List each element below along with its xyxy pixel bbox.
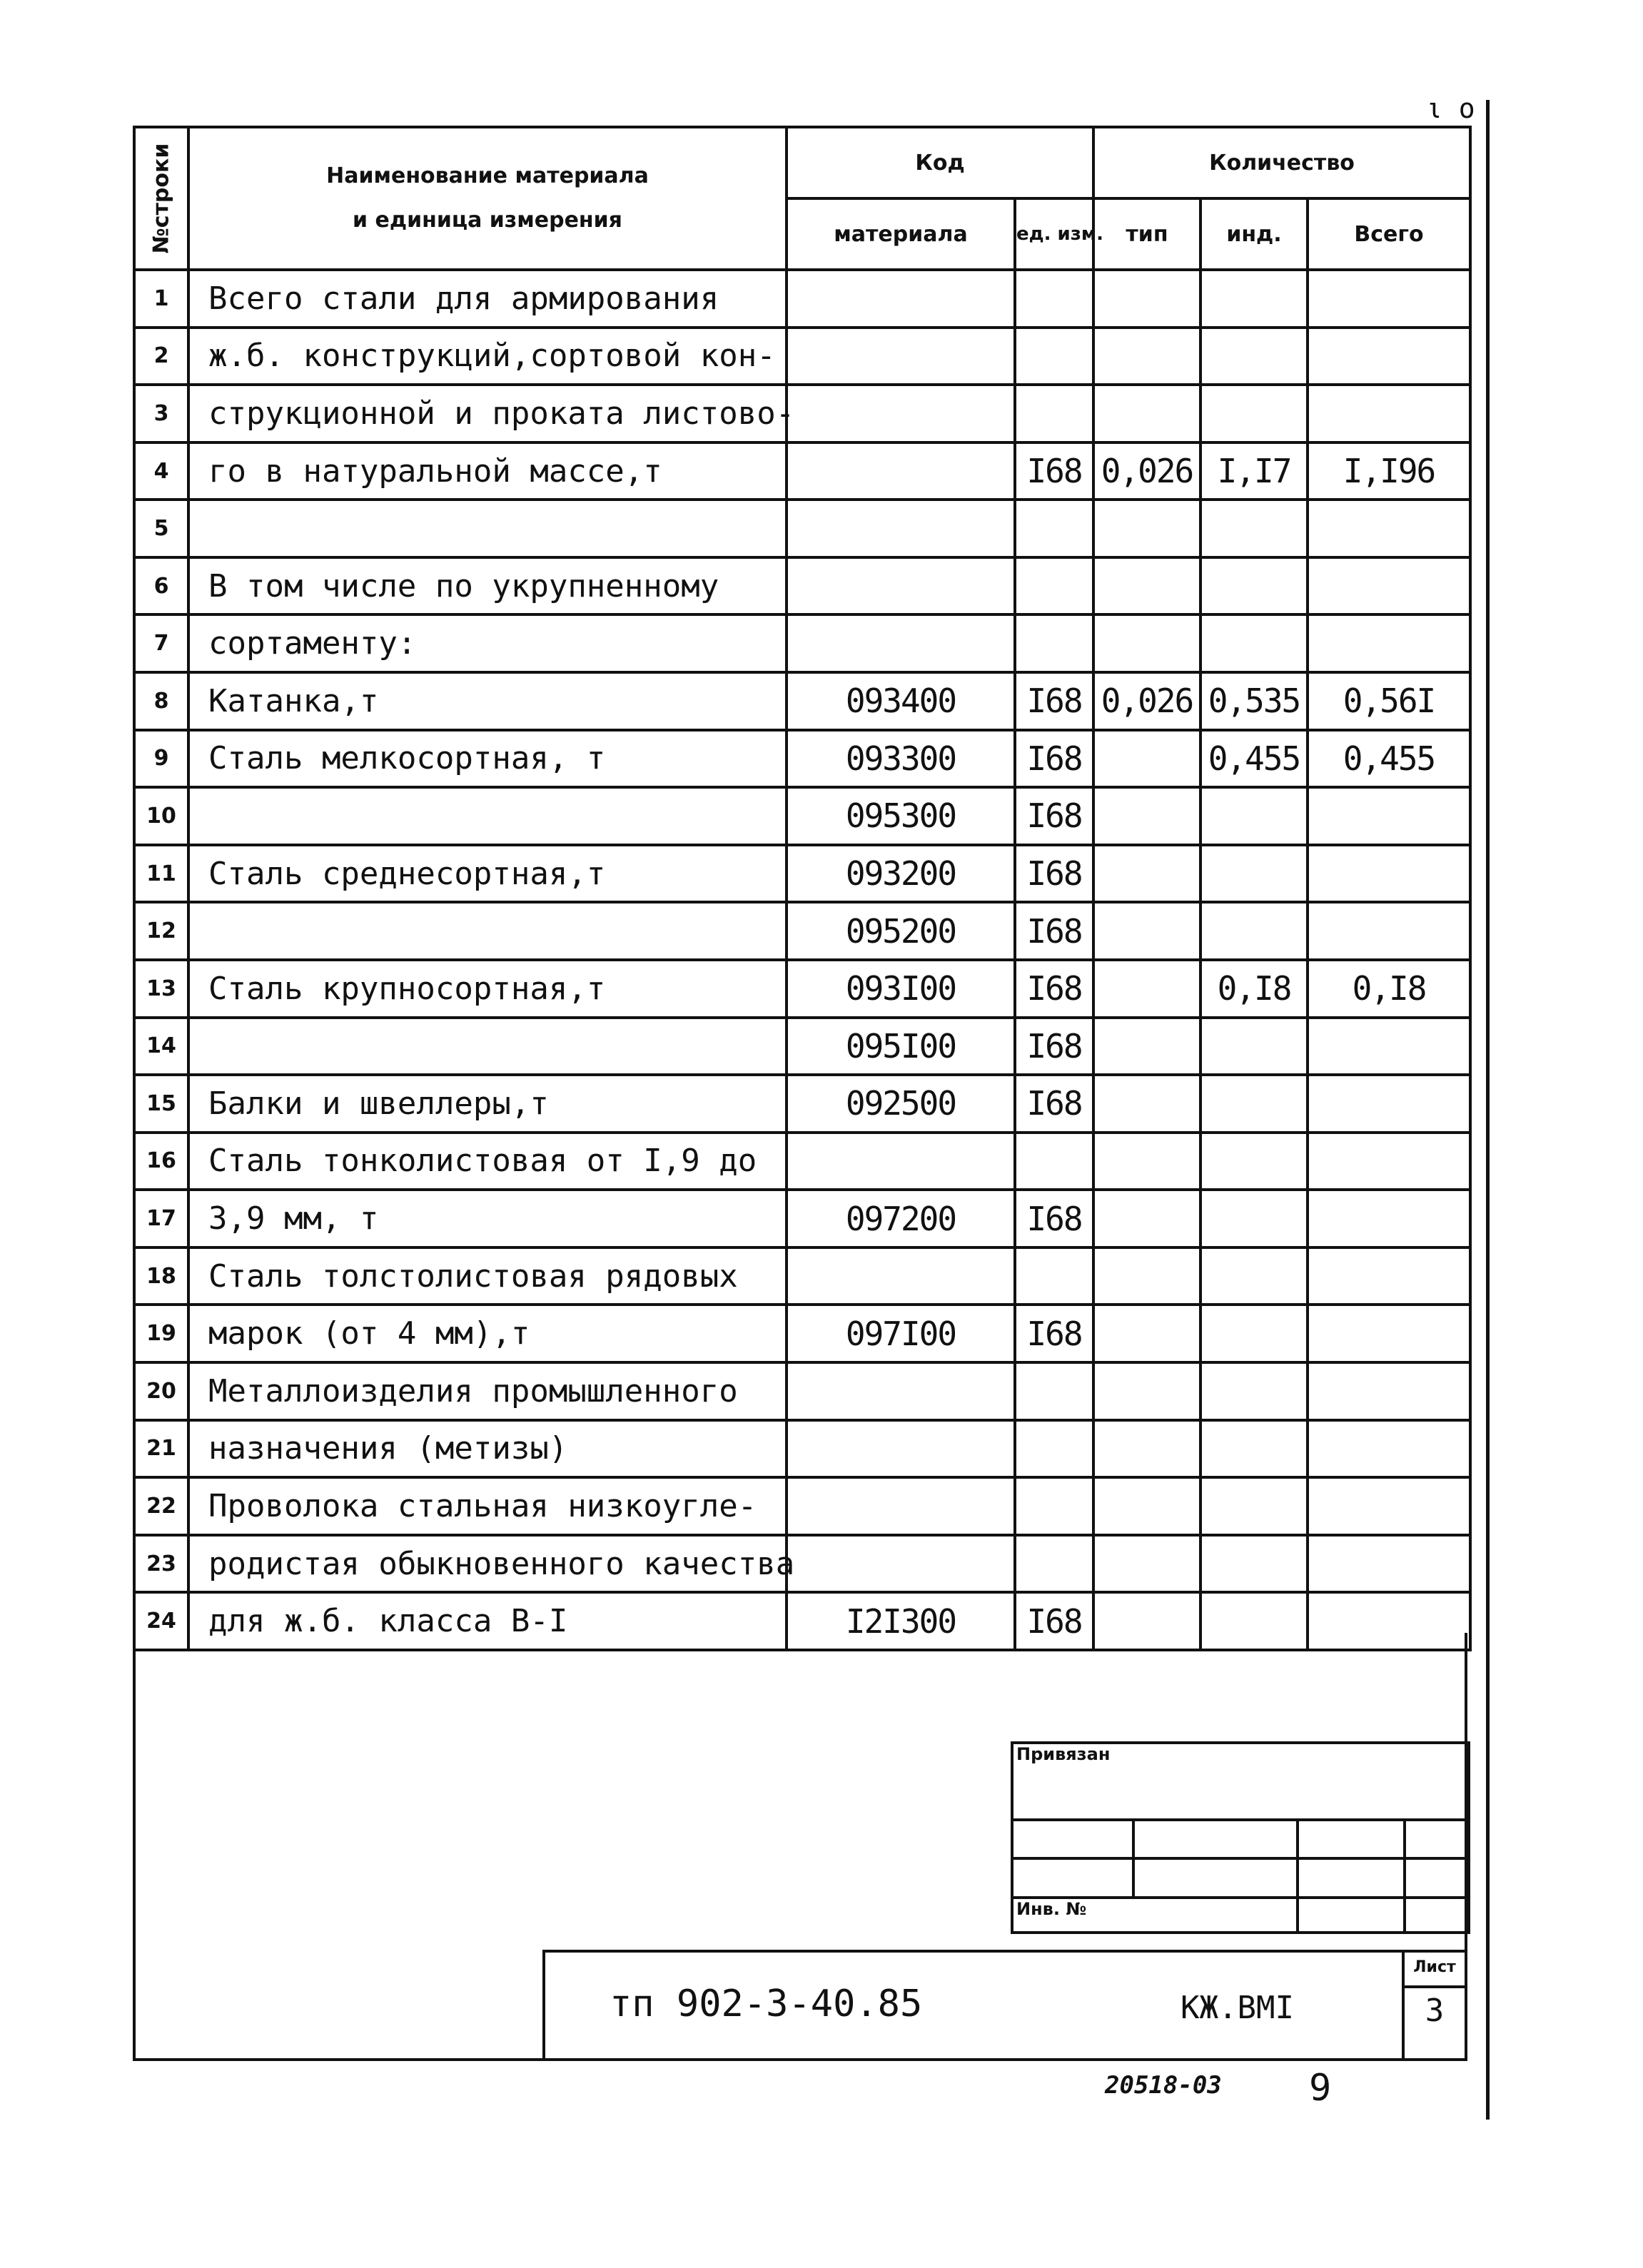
table-row (134, 1075, 1470, 1133)
material-code-cell: 095I00 (787, 1018, 1015, 1075)
individual-quantity-cell (1200, 270, 1308, 328)
row-number-cell: 5 (134, 500, 188, 557)
total-quantity-cell (1308, 1247, 1470, 1305)
unit-code-cell (1015, 385, 1093, 442)
document-code: КЖ.ВМI (1181, 1990, 1294, 2026)
individual-quantity-cell (1200, 1535, 1308, 1593)
total-quantity-cell (1308, 1535, 1470, 1593)
material-name-cell: родистая обыкновенного качества (188, 1535, 787, 1593)
table-row (134, 672, 1470, 730)
material-code-cell: 097200 (787, 1190, 1015, 1247)
total-quantity-cell (1308, 1190, 1470, 1247)
material-code-cell: I2I300 (787, 1592, 1015, 1650)
material-code-cell (787, 557, 1015, 615)
type-quantity-cell (1093, 1133, 1200, 1190)
table-row (134, 1535, 1470, 1593)
material-code-header: материала (787, 198, 1015, 270)
row-number-cell: 14 (134, 1018, 188, 1075)
type-quantity-cell (1093, 270, 1200, 328)
material-code-cell (787, 328, 1015, 385)
table-row (134, 442, 1470, 500)
material-name-cell: для ж.б. класса В-I (188, 1592, 787, 1650)
material-name-cell: го в натуральной массе,т (188, 442, 787, 500)
material-name-cell (188, 902, 787, 960)
material-name-cell: Сталь тонколистовая от I,9 до (188, 1133, 787, 1190)
material-name-cell: струкционной и проката листово- (188, 385, 787, 442)
table-row (134, 1305, 1470, 1362)
type-quantity-cell (1093, 614, 1200, 672)
individual-quantity-cell (1200, 1133, 1308, 1190)
sheet-box (1402, 1953, 1467, 2061)
row-number-cell: 13 (134, 960, 188, 1018)
material-code-cell: 092500 (787, 1075, 1015, 1133)
row-number-cell: 4 (134, 442, 188, 500)
table-row (134, 845, 1470, 903)
individual-quantity-cell (1200, 614, 1308, 672)
stamp-cell (1298, 1858, 1405, 1898)
row-number-cell: 19 (134, 1305, 188, 1362)
total-quantity-cell (1308, 270, 1470, 328)
table-row (134, 1190, 1470, 1247)
type-quantity-cell (1093, 557, 1200, 615)
total-quantity-cell (1308, 1075, 1470, 1133)
individual-quantity-cell (1200, 1305, 1308, 1362)
type-quantity-cell (1093, 1018, 1200, 1075)
type-quantity-cell (1093, 845, 1200, 903)
total-quantity-cell (1308, 328, 1470, 385)
individual-quantity-cell (1200, 328, 1308, 385)
unit-code-cell: I68 (1015, 787, 1093, 845)
material-name-cell: Всего стали для армирования (188, 270, 787, 328)
material-name-cell: Металлоизделия промышленного (188, 1362, 787, 1420)
material-name-cell: Катанка,т (188, 672, 787, 730)
individual-quantity-cell: I,I7 (1200, 442, 1308, 500)
table-row (134, 960, 1470, 1018)
total-quantity-cell (1308, 1477, 1470, 1535)
project-code: тп 902-3-40.85 (610, 1983, 923, 2025)
material-code-cell: 095300 (787, 787, 1015, 845)
material-code-cell: 093300 (787, 730, 1015, 788)
total-quantity-cell: I,I96 (1308, 442, 1470, 500)
type-quantity-cell (1093, 730, 1200, 788)
material-name-cell: Сталь крупносортная,т (188, 960, 787, 1018)
unit-code-cell (1015, 614, 1093, 672)
unit-code-cell (1015, 1477, 1093, 1535)
row-number-cell: 22 (134, 1477, 188, 1535)
unit-code-cell (1015, 1133, 1093, 1190)
individual-quantity-cell (1200, 787, 1308, 845)
table-row (134, 270, 1470, 328)
material-code-cell (787, 270, 1015, 328)
material-name-cell (188, 787, 787, 845)
material-name-cell: В том числе по укрупненному (188, 557, 787, 615)
stamp-cell (1405, 1898, 1469, 1933)
code-group-header: Код (787, 127, 1093, 198)
unit-code-cell: I68 (1015, 1592, 1093, 1650)
individual-quantity-cell (1200, 1190, 1308, 1247)
total-quantity-cell (1308, 1420, 1470, 1478)
material-name-cell: Балки и швеллеры,т (188, 1075, 787, 1133)
unit-code-cell: I68 (1015, 902, 1093, 960)
material-code-cell (787, 614, 1015, 672)
individual-quantity-cell (1200, 1018, 1308, 1075)
material-code-cell (787, 1477, 1015, 1535)
type-quantity-cell (1093, 328, 1200, 385)
unit-code-cell: I68 (1015, 730, 1093, 788)
material-code-cell (787, 385, 1015, 442)
material-code-cell (787, 442, 1015, 500)
attachment-stamp (1011, 1741, 1470, 1934)
total-header: Всего (1308, 198, 1470, 270)
material-name-cell: ж.б. конструкций,сортовой кон- (188, 328, 787, 385)
type-quantity-cell: 0,026 (1093, 442, 1200, 500)
stamp-cell (1012, 1858, 1133, 1898)
stamp-cell (1012, 1820, 1133, 1859)
quantity-group-header: Количество (1093, 127, 1470, 198)
material-name-cell: сортаменту: (188, 614, 787, 672)
type-quantity-cell (1093, 902, 1200, 960)
row-number-cell: 24 (134, 1592, 188, 1650)
material-code-cell (787, 1133, 1015, 1190)
material-code-cell (787, 1247, 1015, 1305)
stamp-cell (1133, 1858, 1298, 1898)
sheet-number: 3 (1425, 1993, 1445, 2029)
unit-code-cell: I68 (1015, 845, 1093, 903)
type-quantity-cell (1093, 1420, 1200, 1478)
table-row (134, 1247, 1470, 1305)
total-quantity-cell (1308, 1362, 1470, 1420)
unit-code-cell: I68 (1015, 1075, 1093, 1133)
type-quantity-cell (1093, 1477, 1200, 1535)
row-number-cell: 9 (134, 730, 188, 788)
unit-code-cell (1015, 1362, 1093, 1420)
type-quantity-cell (1093, 500, 1200, 557)
row-number-cell: 12 (134, 902, 188, 960)
type-quantity-cell (1093, 1305, 1200, 1362)
material-name-header: Наименование материала и единица измерения (188, 127, 787, 270)
individual-quantity-cell (1200, 1247, 1308, 1305)
material-code-cell (787, 1362, 1015, 1420)
corner-mark: ι о (1426, 93, 1475, 124)
type-header: тип (1093, 198, 1200, 270)
total-quantity-cell (1308, 500, 1470, 557)
table-row (134, 385, 1470, 442)
type-quantity-cell (1093, 1247, 1200, 1305)
row-number-cell: 1 (134, 270, 188, 328)
material-table (133, 126, 1472, 1651)
total-quantity-cell (1308, 557, 1470, 615)
type-quantity-cell (1093, 1075, 1200, 1133)
total-quantity-cell (1308, 902, 1470, 960)
total-quantity-cell (1308, 787, 1470, 845)
row-number-cell: 20 (134, 1362, 188, 1420)
individual-quantity-cell (1200, 385, 1308, 442)
individual-quantity-cell: 0,455 (1200, 730, 1308, 788)
row-number-cell: 17 (134, 1190, 188, 1247)
stamp-cell (1298, 1820, 1405, 1859)
row-number-cell: 18 (134, 1247, 188, 1305)
table-row (134, 1362, 1470, 1420)
individual-quantity-cell (1200, 500, 1308, 557)
unit-code-cell: I68 (1015, 1305, 1093, 1362)
type-quantity-cell (1093, 1535, 1200, 1593)
row-number-cell: 16 (134, 1133, 188, 1190)
total-quantity-cell: 0,I8 (1308, 960, 1470, 1018)
unit-code-cell (1015, 557, 1093, 615)
total-quantity-cell (1308, 1305, 1470, 1362)
stamp-cell (1405, 1858, 1469, 1898)
type-quantity-cell (1093, 787, 1200, 845)
archive-code: 20518-03 (1105, 2071, 1222, 2100)
individual-quantity-cell (1200, 1592, 1308, 1650)
title-block (542, 1950, 1467, 2061)
material-name-cell: Сталь толстолистовая рядовых (188, 1247, 787, 1305)
stamp-cell (1298, 1898, 1405, 1933)
row-number-cell: 8 (134, 672, 188, 730)
individual-quantity-cell (1200, 1362, 1308, 1420)
individual-quantity-cell: 0,I8 (1200, 960, 1308, 1018)
unit-code-cell (1015, 328, 1093, 385)
material-name-cell: Сталь мелкосортная, т (188, 730, 787, 788)
material-name-cell: Сталь среднесортная,т (188, 845, 787, 903)
row-number-cell: 3 (134, 385, 188, 442)
unit-code-header: ед. изм. (1015, 198, 1093, 270)
sheet-label: Лист (1405, 1958, 1465, 1988)
unit-code-cell: I68 (1015, 442, 1093, 500)
material-name-cell: марок (от 4 мм),т (188, 1305, 787, 1362)
page-number: 9 (1309, 2067, 1332, 2110)
type-quantity-cell (1093, 1362, 1200, 1420)
total-quantity-cell: 0,56I (1308, 672, 1470, 730)
material-name-cell: Проволока стальная низкоугле- (188, 1477, 787, 1535)
unit-code-cell: I68 (1015, 672, 1093, 730)
table-row (134, 787, 1470, 845)
type-quantity-cell (1093, 1592, 1200, 1650)
unit-code-cell (1015, 270, 1093, 328)
unit-code-cell (1015, 1420, 1093, 1478)
material-code-cell: 095200 (787, 902, 1015, 960)
table-row (134, 1018, 1470, 1075)
row-number-cell: 6 (134, 557, 188, 615)
type-quantity-cell (1093, 960, 1200, 1018)
material-code-cell: 097I00 (787, 1305, 1015, 1362)
material-code-cell: 093200 (787, 845, 1015, 903)
individual-quantity-cell (1200, 557, 1308, 615)
stamp-cell (1405, 1820, 1469, 1859)
table-row (134, 902, 1470, 960)
unit-code-cell: I68 (1015, 1190, 1093, 1247)
material-code-cell (787, 500, 1015, 557)
material-name-cell (188, 500, 787, 557)
inventory-number-label: Инв. № (1012, 1898, 1298, 1933)
material-name-cell: 3,9 мм, т (188, 1190, 787, 1247)
total-quantity-cell (1308, 1592, 1470, 1650)
table-row (134, 1477, 1470, 1535)
table-row (134, 1133, 1470, 1190)
type-quantity-cell: 0,026 (1093, 672, 1200, 730)
material-name-cell: назначения (метизы) (188, 1420, 787, 1478)
material-code-cell: 093400 (787, 672, 1015, 730)
unit-code-cell (1015, 1535, 1093, 1593)
right-margin-line (1486, 100, 1490, 2120)
table-row (134, 1420, 1470, 1478)
total-quantity-cell (1308, 614, 1470, 672)
row-number-cell: 15 (134, 1075, 188, 1133)
total-quantity-cell (1308, 385, 1470, 442)
table-row (134, 614, 1470, 672)
total-quantity-cell: 0,455 (1308, 730, 1470, 788)
material-name-cell (188, 1018, 787, 1075)
row-number-cell: 2 (134, 328, 188, 385)
row-number-cell: 11 (134, 845, 188, 903)
total-quantity-cell (1308, 1133, 1470, 1190)
unit-code-cell (1015, 500, 1093, 557)
individual-quantity-cell (1200, 1420, 1308, 1478)
individual-quantity-cell (1200, 1075, 1308, 1133)
row-number-cell: 21 (134, 1420, 188, 1478)
individual-quantity-cell (1200, 1477, 1308, 1535)
table-row (134, 1592, 1470, 1650)
total-quantity-cell (1308, 1018, 1470, 1075)
table-row (134, 500, 1470, 557)
table-row (134, 328, 1470, 385)
row-number-header: №строки (134, 127, 188, 270)
attached-label: Привязан (1012, 1743, 1469, 1820)
individual-quantity-cell: 0,535 (1200, 672, 1308, 730)
table-row (134, 557, 1470, 615)
material-code-cell (787, 1535, 1015, 1593)
table-row (134, 730, 1470, 788)
total-quantity-cell (1308, 845, 1470, 903)
type-quantity-cell (1093, 1190, 1200, 1247)
individual-quantity-cell (1200, 902, 1308, 960)
stamp-cell (1133, 1820, 1298, 1859)
type-quantity-cell (1093, 385, 1200, 442)
individual-quantity-cell (1200, 845, 1308, 903)
material-code-cell (787, 1420, 1015, 1478)
unit-code-cell: I68 (1015, 960, 1093, 1018)
unit-code-cell: I68 (1015, 1018, 1093, 1075)
material-code-cell: 093I00 (787, 960, 1015, 1018)
unit-code-cell (1015, 1247, 1093, 1305)
row-number-cell: 23 (134, 1535, 188, 1593)
row-number-cell: 7 (134, 614, 188, 672)
individual-header: инд. (1200, 198, 1308, 270)
row-number-cell: 10 (134, 787, 188, 845)
